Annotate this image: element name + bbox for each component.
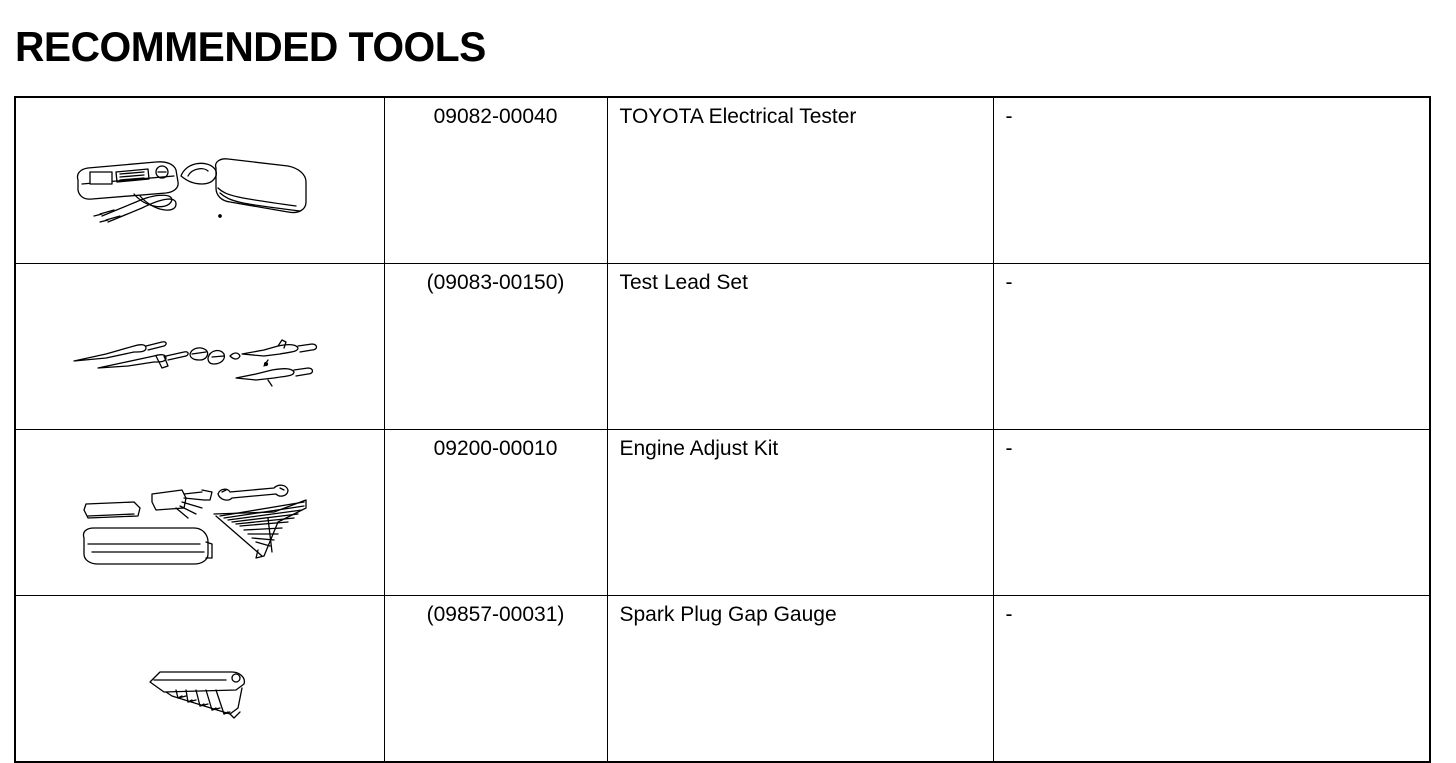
tool-note: -: [993, 97, 1430, 264]
tool-name: TOYOTA Electrical Tester: [607, 97, 993, 264]
part-number: 09082-00040: [384, 97, 607, 264]
page-title: RECOMMENDED TOOLS: [15, 23, 486, 70]
table-row: [15, 264, 1430, 430]
tool-illustration-cell: [15, 97, 384, 264]
tool-note: -: [993, 264, 1430, 430]
tool-illustration-cell: [15, 430, 384, 596]
tool-name: Engine Adjust Kit: [607, 430, 993, 596]
part-number: (09083-00150): [384, 264, 607, 430]
spark-plug-gap-gauge-icon: [16, 596, 385, 755]
test-lead-set-icon: [16, 264, 385, 423]
tool-illustration-cell: [15, 264, 384, 430]
tool-name: Test Lead Set: [607, 264, 993, 430]
table-row: [15, 97, 1430, 264]
table-row: [15, 430, 1430, 596]
engine-adjust-kit-icon: [16, 430, 385, 589]
tool-note: -: [993, 430, 1430, 596]
tool-name: Spark Plug Gap Gauge: [607, 596, 993, 763]
tools-table: [14, 96, 1431, 763]
table-row: [15, 596, 1430, 763]
part-number: (09857-00031): [384, 596, 607, 763]
tool-illustration-cell: [15, 596, 384, 763]
part-number: 09200-00010: [384, 430, 607, 596]
tool-note: -: [993, 596, 1430, 763]
electrical-tester-icon: [16, 98, 385, 257]
